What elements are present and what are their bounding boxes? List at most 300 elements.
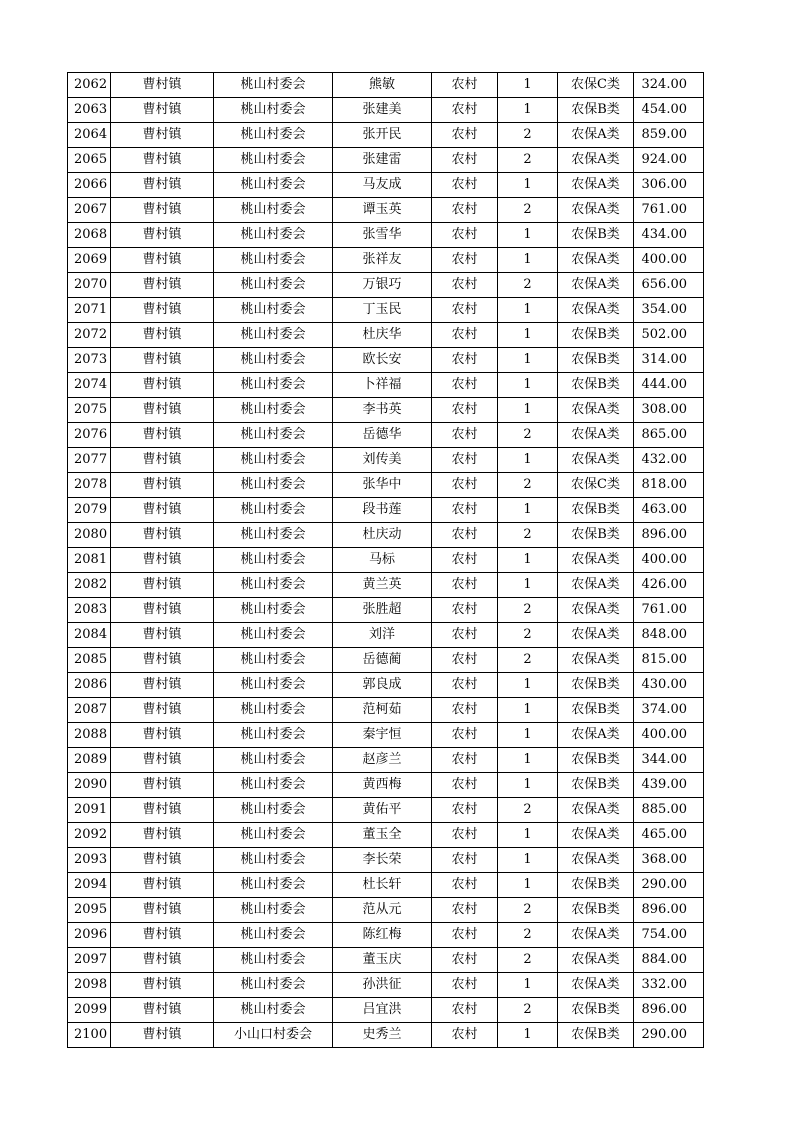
cell-name: 谭玉英 [333,198,432,223]
cell-village: 桃山村委会 [214,373,333,398]
cell-amount: 924.00 [634,148,704,173]
cell-name: 马标 [333,548,432,573]
cell-amount: 761.00 [634,598,704,623]
cell-amount: 818.00 [634,473,704,498]
cell-name: 刘传美 [333,448,432,473]
cell-amount: 368.00 [634,848,704,873]
cell-count: 1 [498,698,558,723]
cell-name: 张胜超 [333,598,432,623]
cell-id: 2064 [68,123,111,148]
cell-town: 曹村镇 [111,848,214,873]
cell-town: 曹村镇 [111,123,214,148]
records-table [67,72,704,1048]
cell-count: 2 [498,423,558,448]
cell-town: 曹村镇 [111,273,214,298]
cell-name: 杜庆华 [333,323,432,348]
cell-type: 农村 [432,148,498,173]
cell-village: 桃山村委会 [214,573,333,598]
cell-category: 农保B类 [558,873,634,898]
cell-town: 曹村镇 [111,798,214,823]
table-row [68,1023,704,1048]
table-row [68,148,704,173]
cell-name: 赵彦兰 [333,748,432,773]
cell-category: 农保A类 [558,923,634,948]
cell-category: 农保A类 [558,148,634,173]
table-row [68,348,704,373]
cell-category: 农保B类 [558,1023,634,1048]
cell-town: 曹村镇 [111,323,214,348]
cell-category: 农保B类 [558,523,634,548]
cell-village: 桃山村委会 [214,873,333,898]
cell-count: 1 [498,723,558,748]
cell-type: 农村 [432,1023,498,1048]
cell-village: 桃山村委会 [214,248,333,273]
table-row [68,873,704,898]
cell-village: 桃山村委会 [214,98,333,123]
cell-village: 桃山村委会 [214,823,333,848]
cell-category: 农保A类 [558,573,634,598]
table-row [68,948,704,973]
cell-village: 桃山村委会 [214,848,333,873]
cell-id: 2062 [68,73,111,98]
cell-town: 曹村镇 [111,1023,214,1048]
cell-id: 2097 [68,948,111,973]
cell-id: 2093 [68,848,111,873]
cell-id: 2071 [68,298,111,323]
cell-town: 曹村镇 [111,473,214,498]
cell-village: 桃山村委会 [214,348,333,373]
cell-amount: 502.00 [634,323,704,348]
cell-type: 农村 [432,223,498,248]
cell-category: 农保B类 [558,773,634,798]
table-row [68,748,704,773]
cell-village: 桃山村委会 [214,323,333,348]
cell-category: 农保B类 [558,673,634,698]
cell-amount: 426.00 [634,573,704,598]
cell-amount: 848.00 [634,623,704,648]
cell-count: 1 [498,1023,558,1048]
cell-id: 2088 [68,723,111,748]
cell-id: 2072 [68,323,111,348]
cell-village: 桃山村委会 [214,698,333,723]
cell-amount: 884.00 [634,948,704,973]
cell-id: 2094 [68,873,111,898]
cell-type: 农村 [432,673,498,698]
cell-category: 农保B类 [558,748,634,773]
cell-count: 2 [498,898,558,923]
cell-village: 桃山村委会 [214,773,333,798]
cell-id: 2090 [68,773,111,798]
cell-count: 1 [498,248,558,273]
cell-category: 农保A类 [558,823,634,848]
cell-amount: 290.00 [634,873,704,898]
cell-type: 农村 [432,298,498,323]
cell-count: 1 [498,323,558,348]
cell-amount: 332.00 [634,973,704,998]
table-row [68,198,704,223]
table-row [68,523,704,548]
cell-count: 1 [498,573,558,598]
cell-name: 范柯茹 [333,698,432,723]
cell-type: 农村 [432,323,498,348]
cell-amount: 290.00 [634,1023,704,1048]
cell-name: 李书英 [333,398,432,423]
cell-name: 岳德华 [333,423,432,448]
cell-village: 桃山村委会 [214,473,333,498]
table-row [68,173,704,198]
cell-type: 农村 [432,448,498,473]
cell-village: 桃山村委会 [214,623,333,648]
cell-name: 杜庆动 [333,523,432,548]
cell-count: 2 [498,998,558,1023]
cell-count: 2 [498,523,558,548]
cell-count: 1 [498,373,558,398]
cell-village: 桃山村委会 [214,123,333,148]
cell-village: 桃山村委会 [214,898,333,923]
cell-category: 农保A类 [558,298,634,323]
cell-id: 2077 [68,448,111,473]
cell-amount: 454.00 [634,98,704,123]
cell-amount: 896.00 [634,998,704,1023]
cell-name: 李长荣 [333,848,432,873]
cell-category: 农保B类 [558,898,634,923]
cell-count: 1 [498,673,558,698]
cell-count: 1 [498,973,558,998]
cell-village: 桃山村委会 [214,748,333,773]
cell-id: 2089 [68,748,111,773]
cell-id: 2091 [68,798,111,823]
cell-id: 2067 [68,198,111,223]
cell-category: 农保A类 [558,623,634,648]
cell-village: 桃山村委会 [214,448,333,473]
table-row [68,648,704,673]
cell-category: 农保A类 [558,948,634,973]
cell-type: 农村 [432,748,498,773]
cell-amount: 439.00 [634,773,704,798]
cell-village: 小山口村委会 [214,1023,333,1048]
cell-town: 曹村镇 [111,148,214,173]
cell-amount: 463.00 [634,498,704,523]
cell-name: 张开民 [333,123,432,148]
cell-village: 桃山村委会 [214,298,333,323]
cell-village: 桃山村委会 [214,548,333,573]
table-row [68,248,704,273]
table-row [68,373,704,398]
cell-town: 曹村镇 [111,873,214,898]
cell-type: 农村 [432,973,498,998]
cell-village: 桃山村委会 [214,673,333,698]
cell-type: 农村 [432,498,498,523]
cell-town: 曹村镇 [111,823,214,848]
cell-town: 曹村镇 [111,573,214,598]
cell-count: 1 [498,398,558,423]
cell-amount: 444.00 [634,373,704,398]
cell-category: 农保A类 [558,248,634,273]
cell-name: 陈红梅 [333,923,432,948]
cell-category: 农保B类 [558,348,634,373]
cell-type: 农村 [432,98,498,123]
cell-type: 农村 [432,123,498,148]
cell-town: 曹村镇 [111,748,214,773]
cell-id: 2073 [68,348,111,373]
cell-category: 农保C类 [558,473,634,498]
cell-type: 农村 [432,998,498,1023]
table-row [68,273,704,298]
cell-amount: 400.00 [634,723,704,748]
cell-id: 2080 [68,523,111,548]
table-row [68,548,704,573]
cell-id: 2078 [68,473,111,498]
cell-town: 曹村镇 [111,448,214,473]
cell-village: 桃山村委会 [214,198,333,223]
cell-amount: 432.00 [634,448,704,473]
cell-amount: 344.00 [634,748,704,773]
cell-amount: 308.00 [634,398,704,423]
cell-id: 2100 [68,1023,111,1048]
cell-type: 农村 [432,623,498,648]
cell-count: 1 [498,173,558,198]
cell-amount: 430.00 [634,673,704,698]
table-row [68,73,704,98]
cell-name: 孙洪征 [333,973,432,998]
cell-town: 曹村镇 [111,623,214,648]
cell-count: 1 [498,823,558,848]
table-row [68,823,704,848]
cell-category: 农保A类 [558,848,634,873]
cell-amount: 324.00 [634,73,704,98]
cell-id: 2084 [68,623,111,648]
cell-name: 史秀兰 [333,1023,432,1048]
cell-name: 黄佑平 [333,798,432,823]
cell-id: 2070 [68,273,111,298]
cell-type: 农村 [432,948,498,973]
cell-village: 桃山村委会 [214,973,333,998]
cell-town: 曹村镇 [111,173,214,198]
cell-village: 桃山村委会 [214,998,333,1023]
cell-count: 2 [498,948,558,973]
cell-id: 2065 [68,148,111,173]
table-body [68,73,704,1048]
cell-count: 1 [498,448,558,473]
table-row [68,923,704,948]
cell-village: 桃山村委会 [214,598,333,623]
cell-village: 桃山村委会 [214,173,333,198]
cell-category: 农保A类 [558,273,634,298]
cell-id: 2092 [68,823,111,848]
cell-amount: 656.00 [634,273,704,298]
cell-category: 农保A类 [558,648,634,673]
cell-town: 曹村镇 [111,898,214,923]
table-row [68,773,704,798]
cell-type: 农村 [432,473,498,498]
cell-id: 2083 [68,598,111,623]
cell-name: 马友成 [333,173,432,198]
cell-town: 曹村镇 [111,948,214,973]
cell-name: 岳德蔺 [333,648,432,673]
cell-town: 曹村镇 [111,398,214,423]
cell-village: 桃山村委会 [214,273,333,298]
cell-town: 曹村镇 [111,348,214,373]
cell-type: 农村 [432,198,498,223]
cell-town: 曹村镇 [111,698,214,723]
cell-type: 农村 [432,898,498,923]
table-row [68,448,704,473]
cell-name: 熊敏 [333,73,432,98]
cell-type: 农村 [432,548,498,573]
cell-category: 农保B类 [558,498,634,523]
table-row [68,798,704,823]
cell-town: 曹村镇 [111,498,214,523]
table-row [68,498,704,523]
cell-village: 桃山村委会 [214,723,333,748]
cell-category: 农保A类 [558,423,634,448]
cell-count: 1 [498,73,558,98]
cell-category: 农保B类 [558,323,634,348]
cell-category: 农保A类 [558,448,634,473]
cell-type: 农村 [432,848,498,873]
cell-count: 2 [498,198,558,223]
cell-amount: 400.00 [634,248,704,273]
cell-id: 2096 [68,923,111,948]
cell-type: 农村 [432,573,498,598]
cell-count: 2 [498,923,558,948]
table-row [68,998,704,1023]
cell-id: 2069 [68,248,111,273]
cell-town: 曹村镇 [111,548,214,573]
cell-count: 2 [498,798,558,823]
cell-name: 刘洋 [333,623,432,648]
table-row [68,898,704,923]
cell-name: 范从元 [333,898,432,923]
cell-category: 农保B类 [558,223,634,248]
cell-town: 曹村镇 [111,248,214,273]
table-row [68,323,704,348]
cell-name: 董玉全 [333,823,432,848]
cell-town: 曹村镇 [111,523,214,548]
cell-village: 桃山村委会 [214,148,333,173]
cell-count: 2 [498,473,558,498]
cell-count: 1 [498,848,558,873]
cell-id: 2087 [68,698,111,723]
cell-id: 2074 [68,373,111,398]
cell-name: 黄兰英 [333,573,432,598]
cell-village: 桃山村委会 [214,73,333,98]
cell-village: 桃山村委会 [214,923,333,948]
cell-type: 农村 [432,723,498,748]
table-row [68,98,704,123]
table-row [68,723,704,748]
cell-category: 农保B类 [558,698,634,723]
cell-village: 桃山村委会 [214,498,333,523]
cell-count: 1 [498,548,558,573]
table-row [68,223,704,248]
table-row [68,398,704,423]
cell-category: 农保A类 [558,598,634,623]
cell-type: 农村 [432,648,498,673]
cell-count: 2 [498,123,558,148]
cell-type: 农村 [432,273,498,298]
cell-type: 农村 [432,798,498,823]
cell-count: 2 [498,648,558,673]
cell-village: 桃山村委会 [214,223,333,248]
cell-amount: 885.00 [634,798,704,823]
cell-id: 2086 [68,673,111,698]
cell-name: 万银巧 [333,273,432,298]
cell-id: 2098 [68,973,111,998]
cell-name: 卜祥福 [333,373,432,398]
cell-category: 农保B类 [558,373,634,398]
cell-amount: 306.00 [634,173,704,198]
cell-name: 张建雷 [333,148,432,173]
table-row [68,298,704,323]
cell-amount: 761.00 [634,198,704,223]
cell-amount: 865.00 [634,423,704,448]
cell-town: 曹村镇 [111,648,214,673]
cell-amount: 896.00 [634,898,704,923]
cell-category: 农保A类 [558,798,634,823]
cell-id: 2075 [68,398,111,423]
cell-count: 1 [498,348,558,373]
cell-type: 农村 [432,923,498,948]
cell-type: 农村 [432,873,498,898]
cell-type: 农村 [432,248,498,273]
cell-town: 曹村镇 [111,773,214,798]
cell-name: 董玉庆 [333,948,432,973]
cell-id: 2063 [68,98,111,123]
cell-category: 农保A类 [558,123,634,148]
cell-name: 黄西梅 [333,773,432,798]
cell-category: 农保B类 [558,998,634,1023]
cell-type: 农村 [432,423,498,448]
cell-village: 桃山村委会 [214,523,333,548]
cell-category: 农保A类 [558,548,634,573]
cell-village: 桃山村委会 [214,398,333,423]
cell-id: 2079 [68,498,111,523]
cell-id: 2085 [68,648,111,673]
cell-village: 桃山村委会 [214,648,333,673]
cell-town: 曹村镇 [111,598,214,623]
cell-village: 桃山村委会 [214,948,333,973]
cell-type: 农村 [432,373,498,398]
cell-count: 2 [498,623,558,648]
cell-type: 农村 [432,348,498,373]
cell-category: 农保C类 [558,73,634,98]
cell-town: 曹村镇 [111,723,214,748]
cell-town: 曹村镇 [111,923,214,948]
table-row [68,423,704,448]
cell-count: 1 [498,298,558,323]
cell-town: 曹村镇 [111,73,214,98]
cell-count: 2 [498,148,558,173]
cell-name: 郭良成 [333,673,432,698]
cell-type: 农村 [432,173,498,198]
cell-id: 2068 [68,223,111,248]
cell-amount: 374.00 [634,698,704,723]
cell-type: 农村 [432,698,498,723]
cell-amount: 400.00 [634,548,704,573]
table-row [68,123,704,148]
cell-town: 曹村镇 [111,298,214,323]
cell-id: 2082 [68,573,111,598]
cell-town: 曹村镇 [111,373,214,398]
cell-amount: 896.00 [634,523,704,548]
cell-category: 农保A类 [558,723,634,748]
cell-count: 1 [498,498,558,523]
table-row [68,473,704,498]
cell-town: 曹村镇 [111,998,214,1023]
cell-name: 欧长安 [333,348,432,373]
cell-id: 2081 [68,548,111,573]
